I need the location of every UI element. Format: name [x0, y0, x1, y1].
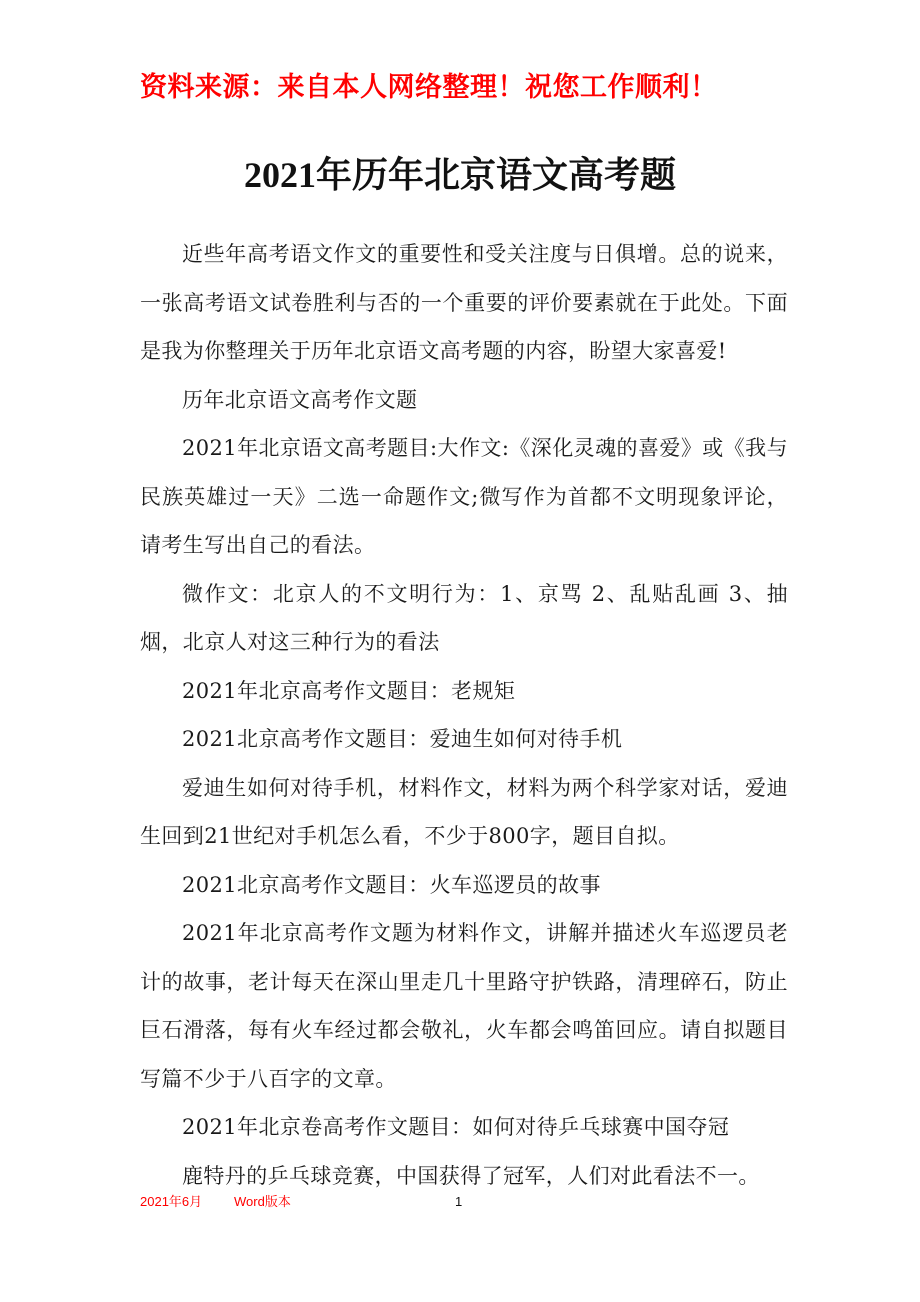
paragraph: 鹿特丹的乒乓球竞赛，中国获得了冠军，人们对此看法不一。: [182, 1163, 760, 1188]
paragraph: 2021北京高考作文题目：爱迪生如何对待手机: [182, 727, 623, 751]
paragraph: 2021年北京高考作文题目：老规矩: [182, 678, 516, 703]
footer-date: 2021年6月: [140, 1194, 203, 1209]
source-banner: 资料来源：来自本人网络整理！祝您工作顺利！: [140, 72, 718, 103]
paragraph: 2021年北京高考作文题为材料作文，讲解并描述火车巡逻员老计的故事，老计每天在深山里走几十里路守护铁路，清理碎石，防止巨石滑落，每有火车经过都会敬礼，火车都会鸣笛回应。请自拟题目写篇不少于八百字的文章。: [140, 921, 788, 1091]
paragraph: 2021北京高考作文题目：火车巡逻员的故事: [182, 872, 601, 897]
intro-paragraph: 近些年高考语文作文的重要性和受关注度与日俱增。总的说来，一张高考语文试卷胜利与否的一个重要的评价要素就在于此处。下面是我为你整理关于历年北京语文高考题的内容，盼望大家喜爱!: [140, 242, 788, 363]
paragraph: 爱迪生如何对待手机，材料作文，材料为两个科学家对话，爱迪生回到21世纪对手机怎么看，不少于800字，题目自拟。: [140, 775, 788, 848]
document-body: [140, 230, 788, 1200]
paragraph: 微作文：北京人的不文明行为：1、京骂 2、乱贴乱画 3、抽烟，北京人对这三种行为的看法: [140, 581, 788, 654]
page-footer: [140, 1190, 800, 1214]
section-heading: 历年北京语文高考作文题: [182, 387, 418, 412]
page-number: 1: [455, 1194, 463, 1209]
paragraph: 2021年北京语文高考题目:大作文:《深化灵魂的喜爱》或《我与民族英雄过一天》二选一命题作文;微写作为首都不文明现象评论，请考生写出自己的看法。: [140, 436, 788, 557]
document-title: 2021年历年北京语文高考题: [243, 155, 676, 195]
paragraph: 2021年北京卷高考作文题目：如何对待乒乓球赛中国夺冠: [182, 1115, 730, 1139]
footer-version: Word版本: [234, 1194, 291, 1209]
